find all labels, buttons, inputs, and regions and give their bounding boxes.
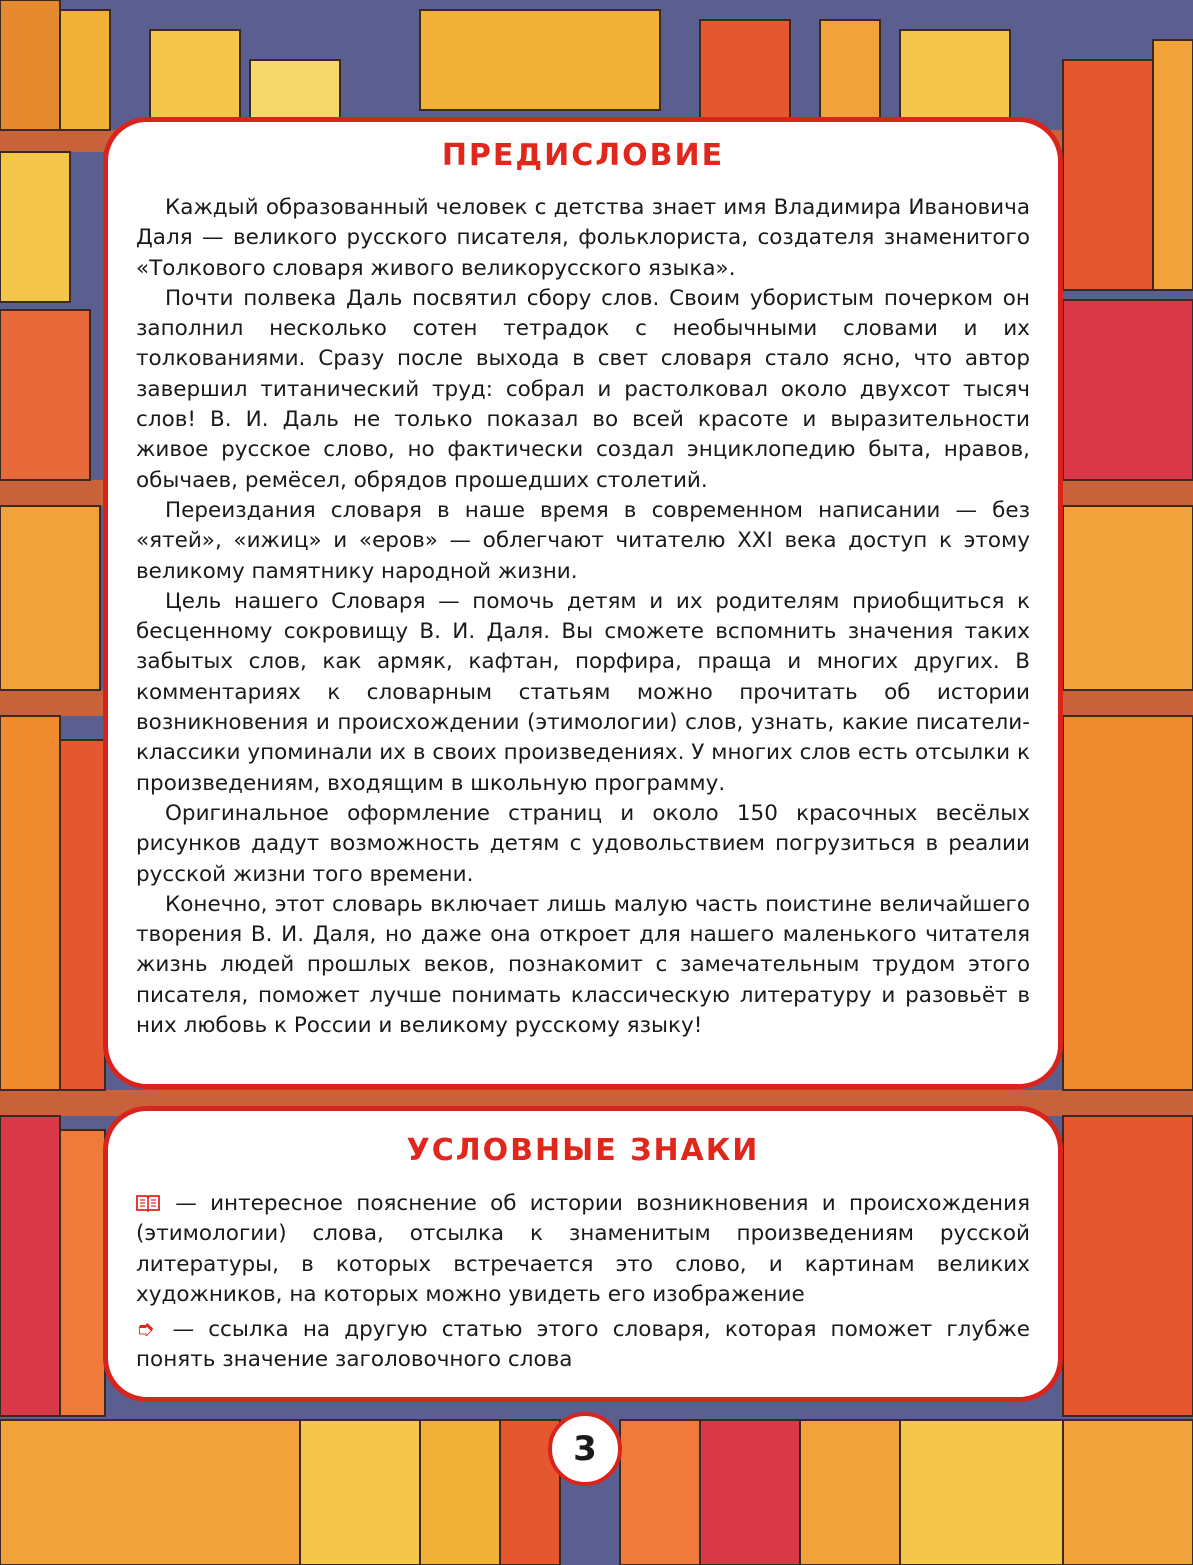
legend-item-text: — интересное пояснение об истории возникновения и происхождения (этимологии) слова, отсылка к знаменитым произведениям русской литературы, в которых встречается это слово, и картинам великих художников, на которых можно увидеть его изображение bbox=[136, 1191, 1030, 1307]
page-number: 3 bbox=[548, 1412, 622, 1486]
preface-paragraph: Почти полвека Даль посвятил сбору слов. Своим убористым почерком он заполнил несколько сотен тетрадок с необычными словами и их толкованиями. Сразу после выхода в свет словаря стало ясно, что автор завершил титанический труд: собрал и растолковал около двухсот тысяч слов! В. И. Даль не только показал во всей красоте и выразительности живое русское слово, но фактически создал энциклопедию быта, нравов, обычаев, ремёсел, обрядов прошедших столетий. bbox=[136, 285, 1030, 493]
preface-paragraph: Конечно, этот словарь включает лишь малую часть поистине величайшего творения В. И. Даля, но даже она откроет для нашего маленького читателя жизнь людей прошлых веков, познакомит с замечательным трудом этого писателя, поможет лучше понимать классическую литературу и разовьёт в них любовь к России и великому русскому языку! bbox=[136, 891, 1030, 1039]
preface-paragraph: Каждый образованный человек с детства знает имя Владимира Ивановича Даля — великого русского писателя, фольклориста, создателя знаменитого «Толкового словаря живого великорусского языка». bbox=[136, 195, 1030, 281]
preface-paragraph: Цель нашего Словаря — помочь детям и их родителям приобщиться к бесценному сокровищу В. И. Даля. Вы сможете вспомнить значения таких забытых слов, как армяк, кафтан, порфира, праща и многих других. В комментариях к словарным статьям можно прочитать об истории возникновения и происхождении (этимологии) слов, узнать, какие писатели-классики упоминали их в своих произведениях. У многих слов есть отсылки к произведениям, входящим в школьную программу. bbox=[136, 588, 1030, 796]
legend-body bbox=[136, 1189, 1030, 1381]
arrow-icon: ➮ bbox=[136, 1317, 155, 1343]
preface-panel bbox=[103, 117, 1063, 1089]
legend-item bbox=[136, 1315, 1030, 1376]
legend-title: УСЛОВНЫЕ ЗНАКИ bbox=[406, 1133, 760, 1168]
preface-title: ПРЕДИСЛОВИЕ bbox=[441, 138, 725, 173]
open-book-icon bbox=[136, 1194, 160, 1212]
preface-paragraph: Оригинальное оформление страниц и около 150 красочных весёлых рисунков дадут возможность детям с удовольствием погрузиться в реалии русской жизни того времени. bbox=[136, 800, 1030, 887]
legend-item-text: — ссылка на другую статью этого словаря, которая поможет глубже понять значение заголовочного слова bbox=[136, 1317, 1030, 1373]
legend-panel bbox=[103, 1106, 1063, 1402]
legend-item bbox=[136, 1189, 1030, 1310]
preface-body bbox=[136, 193, 1030, 1041]
preface-paragraph: Переиздания словаря в наше время в современном написании — без «ятей», «ижиц» и «еров» — облегчают читателю XXI века доступ к этому великому памятнику народной жизни. bbox=[136, 497, 1030, 584]
